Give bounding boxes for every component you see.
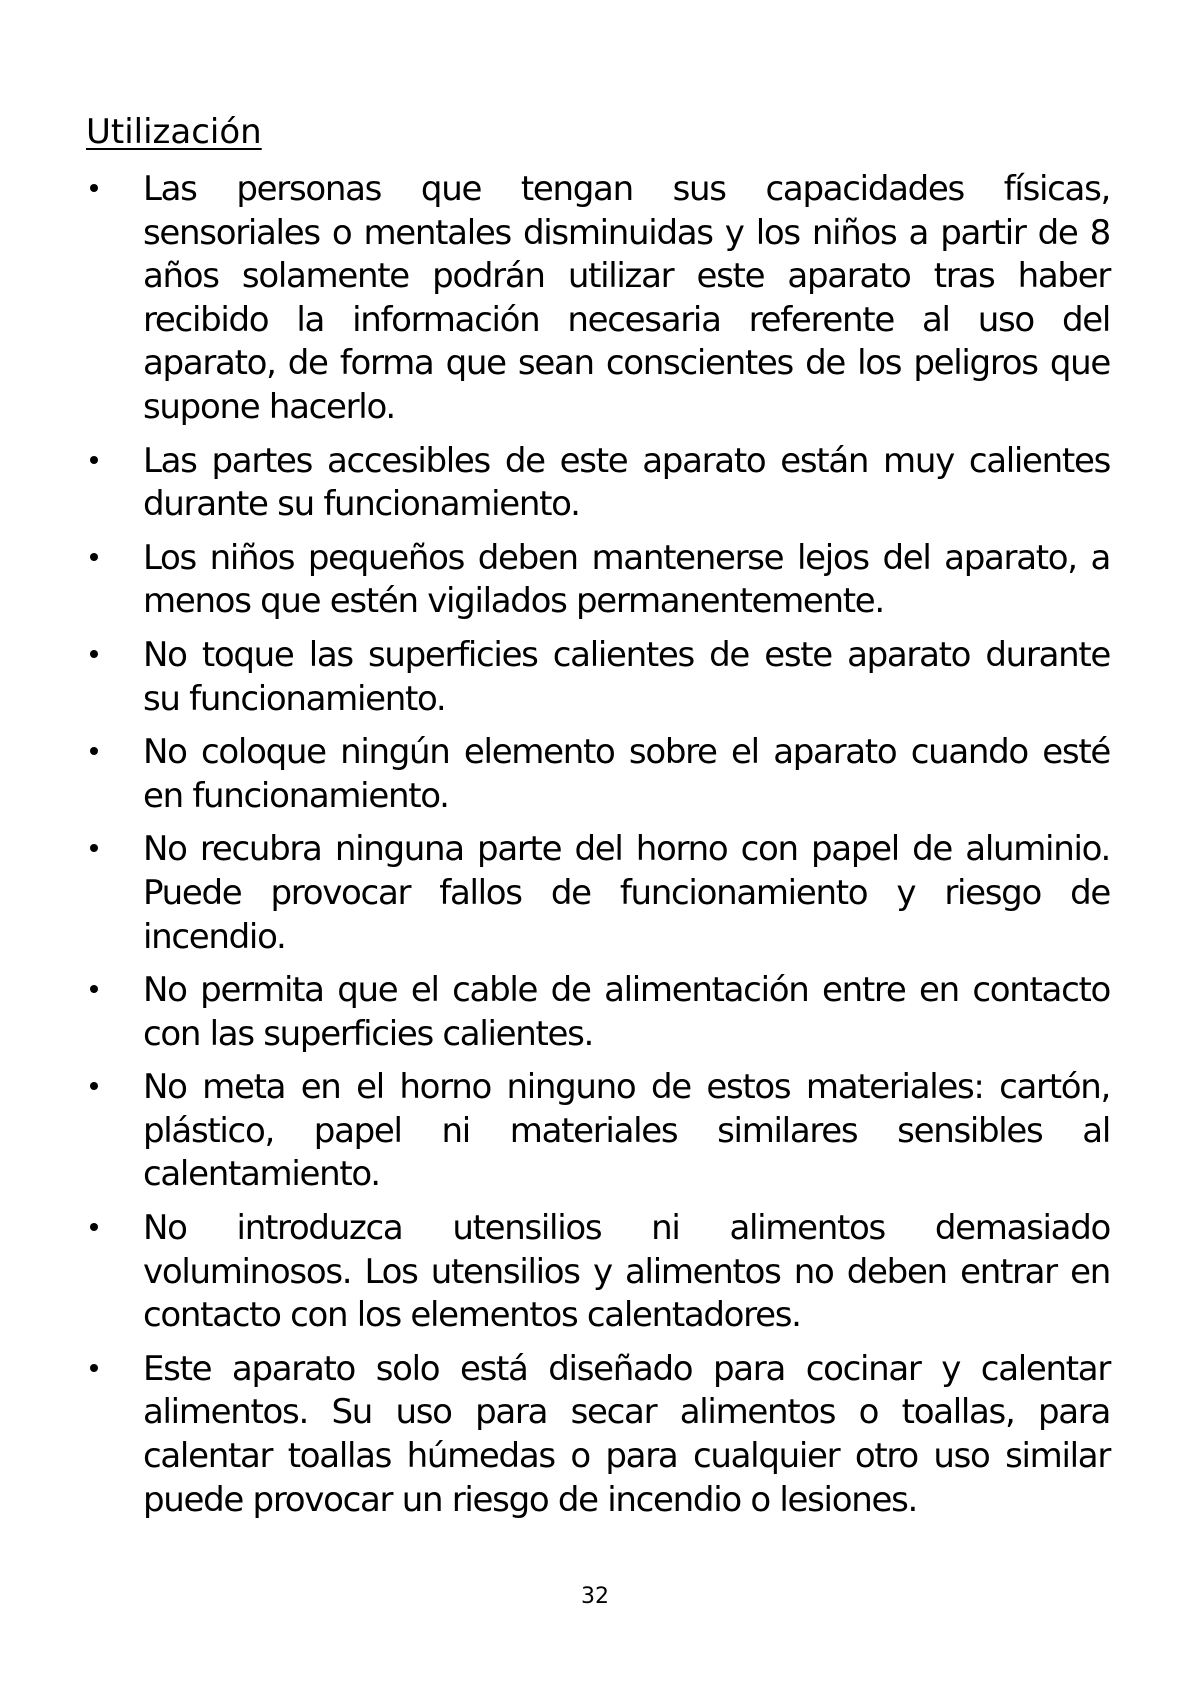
- list-item-text: No introduzca utensilios ni alimentos demasiado voluminosos. Los utensilios y alimentos no deben entrar en contacto con los elementos calentadores.: [143, 1208, 1110, 1336]
- bullet-icon: [90, 1223, 98, 1231]
- section-title: Utilización: [86, 112, 262, 152]
- bullet-icon: [90, 985, 98, 993]
- list-item: [86, 634, 1110, 721]
- list-item: [86, 969, 1110, 1056]
- list-item: [86, 1348, 1110, 1522]
- bullet-icon: [90, 184, 98, 192]
- list-item: [86, 440, 1110, 527]
- page-number: 32: [581, 1584, 609, 1609]
- bullet-icon: [90, 844, 98, 852]
- list-item: [86, 537, 1110, 624]
- list-item-text: Las partes accesibles de este aparato están muy calientes durante su funcionamiento.: [143, 440, 1110, 525]
- list-item-text: Los niños pequeños deben mantenerse lejos del aparato, a menos que estén vigilados permanentemente.: [143, 537, 1110, 622]
- list-item: [86, 168, 1110, 430]
- bullet-list: [86, 168, 1110, 1532]
- list-item-text: No recubra ninguna parte del horno con papel de aluminio. Puede provocar fallos de funcionamiento y riesgo de incendio.: [143, 829, 1110, 957]
- list-item: [86, 828, 1110, 959]
- bullet-icon: [90, 1082, 98, 1090]
- list-item: [86, 731, 1110, 818]
- list-item-text: No permita que el cable de alimentación entre en contacto con las superficies calientes.: [143, 970, 1110, 1054]
- bullet-icon: [90, 553, 98, 561]
- bullet-icon: [90, 747, 98, 755]
- list-item-text: Las personas que tengan sus capacidades físicas, sensoriales o mentales disminuidas y los niños a partir de 8 años solamente podrán utilizar este aparato tras haber recibido la información necesaria referente al uso del aparato, de forma que sean conscientes de los peligros que supone hacerlo.: [143, 169, 1110, 427]
- bullet-icon: [90, 650, 98, 658]
- list-item-text: No coloque ningún elemento sobre el aparato cuando esté en funcionamiento.: [143, 732, 1110, 816]
- bullet-icon: [90, 1364, 98, 1372]
- list-item: [86, 1207, 1110, 1338]
- list-item-text: No toque las superficies calientes de este aparato durante su funcionamiento.: [143, 634, 1110, 719]
- list-item-text: No meta en el horno ninguno de estos materiales: cartón, plástico, papel ni materiales similares sensibles al calentamiento.: [143, 1067, 1110, 1195]
- bullet-icon: [90, 456, 98, 464]
- list-item-text: Este aparato solo está diseñado para cocinar y calentar alimentos. Su uso para secar alimentos o toallas, para calentar toallas húmedas o para cualquier otro uso similar puede provocar un riesgo de incendio o lesiones.: [143, 1348, 1110, 1520]
- list-item: [86, 1066, 1110, 1197]
